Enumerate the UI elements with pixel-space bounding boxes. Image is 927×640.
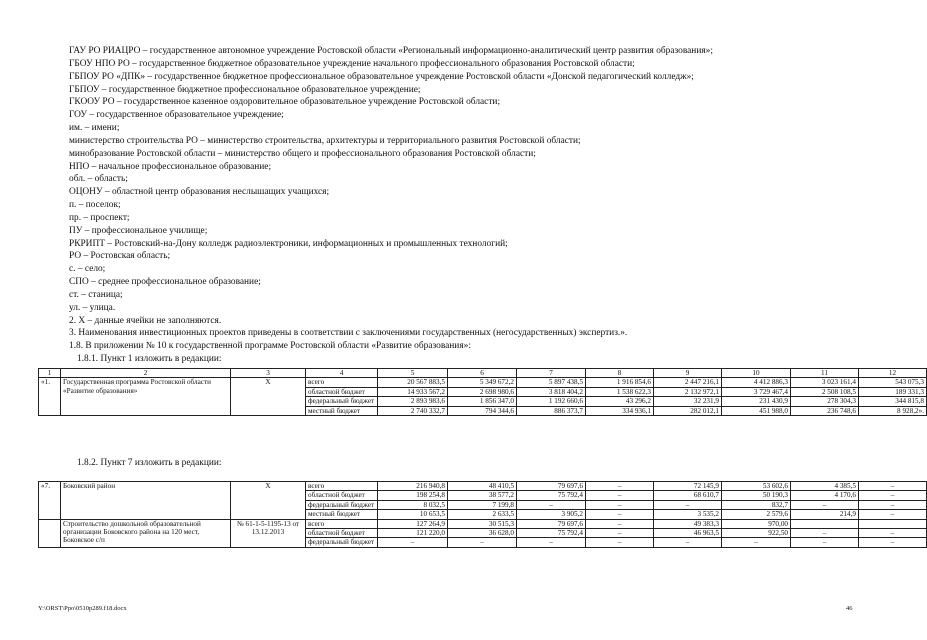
text-line: НПО – начальное профессиональное образование; <box>69 161 272 172</box>
value-cell: 43 296,2 <box>586 397 654 406</box>
value-cell: – <box>859 538 927 547</box>
value-cell: 121 220,0 <box>378 529 448 538</box>
value-cell: 344 815,8 <box>859 397 927 406</box>
text-line: ГБОУ НПО РО – государственное бюджетное образовательное учреждение начального профессионального образования Ростовской области; <box>69 58 635 69</box>
value-cell: 216 940,8 <box>378 482 448 491</box>
text-line: пр. – проспект; <box>69 212 130 223</box>
section-heading: 1.8.2. Пункт 7 изложить в редакции: <box>77 458 222 468</box>
text-line: 3. Наименования инвестиционных проектов приведены в соответствии с заключениями государственных (негосударственных) экспертиз.». <box>69 328 628 339</box>
value-cell: 543 075,3 <box>859 378 927 387</box>
text-line: ул. – улица. <box>69 302 116 313</box>
row-number: «7. <box>39 482 61 520</box>
value-cell: 3 535,2 <box>654 510 722 519</box>
text-line: РКРИПТ – Ростовский-на-Дону колледж радиоэлектроники, информационных и промышленных технологий; <box>69 238 508 249</box>
value-cell: – <box>586 510 654 519</box>
value-cell <box>859 519 927 528</box>
text-line: ПУ – профессиональное училище; <box>69 225 208 236</box>
text-line: 2. Х – данные ячейки не заполняются. <box>69 315 222 326</box>
text-line: ГОУ – государственное образовательное учреждение; <box>69 110 284 121</box>
table-row <box>39 378 927 387</box>
value-cell: – <box>859 491 927 500</box>
value-cell: 4 412 886,3 <box>722 378 791 387</box>
value-cell: 3 818 404,2 <box>517 387 586 396</box>
header-cell: 6 <box>448 369 517 378</box>
value-cell: – <box>859 529 927 538</box>
value-cell: 72 145,9 <box>654 482 722 491</box>
value-cell: – <box>859 482 927 491</box>
value-cell: 3 023 161,4 <box>791 378 859 387</box>
value-cell: – <box>586 482 654 491</box>
page-number: 46 <box>846 605 853 612</box>
budget-label: всего <box>306 519 378 528</box>
value-cell: 282 012,1 <box>654 406 722 415</box>
value-cell: – <box>586 529 654 538</box>
value-cell: 2 132 972,1 <box>654 387 722 396</box>
value-cell: 46 963,5 <box>654 529 722 538</box>
budget-label: местный бюджет <box>306 510 378 519</box>
value-cell: 14 933 567,2 <box>378 387 448 396</box>
footer-path: Y:\ORST\Ppo\0510p289.f18.docx <box>38 605 127 612</box>
budget-label: федеральный бюджет <box>306 500 378 509</box>
budget-label: областной бюджет <box>306 529 378 538</box>
value-cell: 79 697,6 <box>517 519 586 528</box>
value-cell: 3 905,2 <box>517 510 586 519</box>
value-cell: 2 740 332,7 <box>378 406 448 415</box>
value-cell: – <box>517 500 586 509</box>
value-cell: 36 628,0 <box>448 529 517 538</box>
value-cell: 10 653,5 <box>378 510 448 519</box>
text-line: ГБПОУ РО «ДПК» – государственное бюджетное профессиональное образовательное учреждение Ростовской области «Донской педагогический колледж»; <box>69 71 694 82</box>
budget-label: областной бюджет <box>306 491 378 500</box>
text-line: обл. – область; <box>69 174 128 185</box>
value-cell: 4 385,5 <box>791 482 859 491</box>
budget-label: областной бюджет <box>306 387 378 396</box>
header-cell: 3 <box>231 369 306 378</box>
value-cell: 20 567 883,5 <box>378 378 448 387</box>
text-line: минобразование Ростовской области – министерство общего и профессионального образования Ростовской области; <box>69 148 536 159</box>
budget-label: федеральный бюджет <box>306 538 378 547</box>
value-cell: 50 190,3 <box>722 491 791 500</box>
value-cell: – <box>791 500 859 509</box>
value-cell: – <box>586 491 654 500</box>
value-cell: 75 792,4 <box>517 491 586 500</box>
value-cell: 970,00 <box>722 519 791 528</box>
value-cell: 832,7 <box>722 500 791 509</box>
header-cell: 9 <box>654 369 722 378</box>
object-name: Строительство дошкольной образовательной организации Боковского района на 120 мест, Боковское с/п <box>61 519 231 547</box>
header-cell: 11 <box>791 369 859 378</box>
text-line: РО – Ростовская область; <box>69 251 171 262</box>
value-cell: 48 410,5 <box>448 482 517 491</box>
text-line: 1.8.1. Пункт 1 изложить в редакции: <box>77 354 222 364</box>
table-header-row <box>39 369 927 378</box>
value-cell: – <box>859 500 927 509</box>
value-cell: 236 748,6 <box>791 406 859 415</box>
header-cell: 8 <box>586 369 654 378</box>
value-cell: – <box>791 529 859 538</box>
value-cell: 214,9 <box>791 510 859 519</box>
header-cell: 4 <box>306 369 378 378</box>
code-cell: Х <box>231 378 306 416</box>
header-cell: 7 <box>517 369 586 378</box>
value-cell: 2 508 108,5 <box>791 387 859 396</box>
value-cell: – <box>378 538 448 547</box>
value-cell <box>791 519 859 528</box>
row-number <box>39 519 61 547</box>
value-cell: – <box>517 538 586 547</box>
value-cell: 886 373,7 <box>517 406 586 415</box>
budget-label: всего <box>306 482 378 491</box>
value-cell: 189 331,3 <box>859 387 927 396</box>
value-cell: – <box>722 538 791 547</box>
header-cell: 10 <box>722 369 791 378</box>
header-cell: 12 <box>859 369 927 378</box>
value-cell: 278 304,3 <box>791 397 859 406</box>
header-cell: 2 <box>61 369 231 378</box>
value-cell: 30 515,3 <box>448 519 517 528</box>
value-cell: – <box>448 538 517 547</box>
value-cell: 794 344,6 <box>448 406 517 415</box>
value-cell: 1 192 660,6 <box>517 397 586 406</box>
budget-label: местный бюджет <box>306 406 378 415</box>
value-cell: – <box>654 500 722 509</box>
value-cell: 5 349 672,2 <box>448 378 517 387</box>
value-cell: 53 602,6 <box>722 482 791 491</box>
value-cell: 2 698 980,6 <box>448 387 517 396</box>
header-cell: 1 <box>39 369 61 378</box>
value-cell: 1 538 622,3 <box>586 387 654 396</box>
value-cell: – <box>654 538 722 547</box>
row-number: «1. <box>39 378 61 416</box>
value-cell: 32 231,9 <box>654 397 722 406</box>
value-cell: 2 579,6 <box>722 510 791 519</box>
value-cell: 4 170,6 <box>791 491 859 500</box>
text-line: ОЦОНУ – областной центр образования неслышащих учащихся; <box>69 187 330 198</box>
value-cell: 922,50 <box>722 529 791 538</box>
value-cell: 334 936,1 <box>586 406 654 415</box>
header-cell: 5 <box>378 369 448 378</box>
value-cell: 8 032,5 <box>378 500 448 509</box>
text-line: им. – имени; <box>69 123 120 133</box>
value-cell: 3 729 467,4 <box>722 387 791 396</box>
value-cell: 79 697,6 <box>517 482 586 491</box>
code-cell: № 61-1-5-1195-13 от 13.12.2013 <box>231 519 306 547</box>
value-cell: 2 633,5 <box>448 510 517 519</box>
budget-label: федеральный бюджет <box>306 397 378 406</box>
value-cell: 68 610,7 <box>654 491 722 500</box>
program-name: Государственная программа Ростовской области «Развитие образования» <box>61 378 231 416</box>
value-cell: – <box>859 510 927 519</box>
text-line: 1.8. В приложении № 10 к государственной программе Ростовской области «Развитие образования»: <box>69 341 471 352</box>
code-cell: Х <box>231 482 306 520</box>
value-cell: – <box>586 519 654 528</box>
value-cell: 49 383,3 <box>654 519 722 528</box>
text-line: ГКООУ РО – государственное казенное оздоровительное образовательное учреждение Ростовской области; <box>69 97 501 108</box>
value-cell: 2 447 216,1 <box>654 378 722 387</box>
value-cell: 7 199,8 <box>448 500 517 509</box>
value-cell: 2 893 983,6 <box>378 397 448 406</box>
value-cell: 5 897 438,5 <box>517 378 586 387</box>
value-cell: 75 792,4 <box>517 529 586 538</box>
value-cell: – <box>791 538 859 547</box>
text-line: ГБПОУ – государственное бюджетное профессиональное образовательное учреждение; <box>69 84 421 95</box>
text-line: ГАУ РО РИАЦРО – государственное автономное учреждение Ростовской области «Региональный информационно-аналитический центр развития образования»; <box>69 46 713 56</box>
text-line: ст. – станица; <box>69 289 123 300</box>
value-cell: – <box>586 500 654 509</box>
table-row <box>39 519 927 528</box>
value-cell: 38 577,2 <box>448 491 517 500</box>
value-cell: 8 928,2». <box>859 406 927 415</box>
table-row <box>39 482 927 491</box>
table-program <box>38 368 927 416</box>
value-cell: 451 988,0 <box>722 406 791 415</box>
value-cell: 231 430,9 <box>722 397 791 406</box>
text-line: СПО – среднее профессиональное образование; <box>69 277 261 287</box>
value-cell: 1 856 347,0 <box>448 397 517 406</box>
value-cell: 198 254,8 <box>378 491 448 500</box>
value-cell: – <box>586 538 654 547</box>
text-line: п. – поселок; <box>69 200 121 210</box>
text-line: с. – село; <box>69 264 106 275</box>
value-cell: 127 264,9 <box>378 519 448 528</box>
object-name: Боковский район <box>61 482 231 520</box>
table-district <box>38 481 927 548</box>
text-line: министерство строительства РО – министерство строительства, архитектуры и территориального развития Ростовской области; <box>69 135 581 146</box>
value-cell: 1 916 854,6 <box>586 378 654 387</box>
budget-label: всего <box>306 378 378 387</box>
